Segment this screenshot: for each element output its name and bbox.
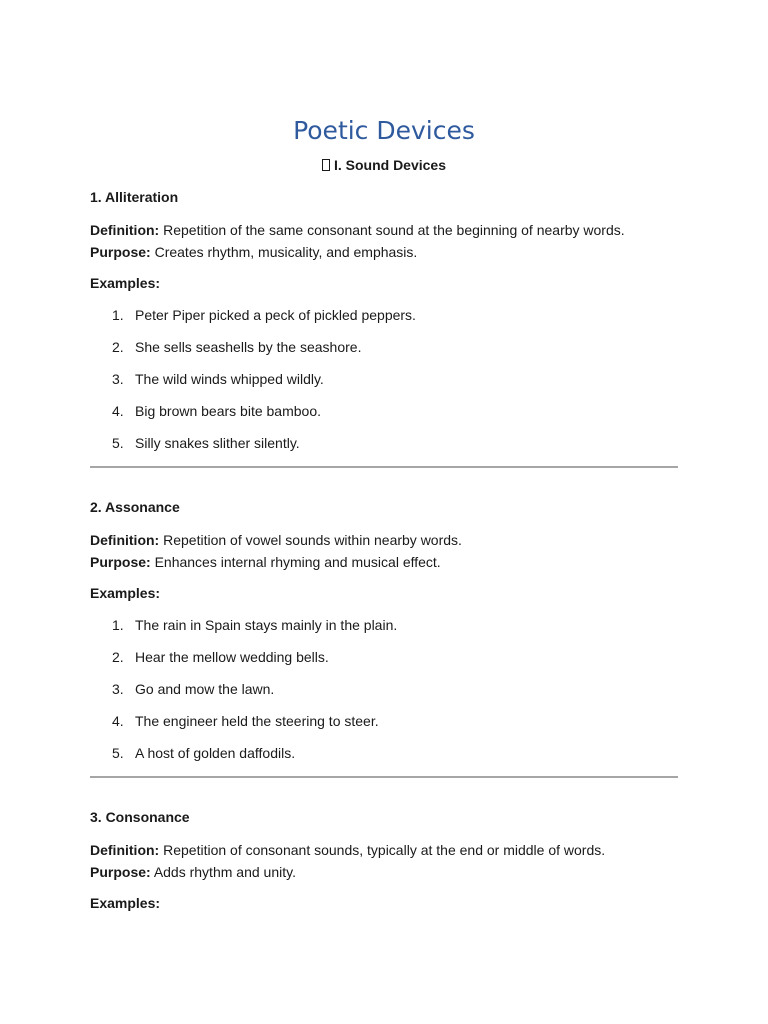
list-item-text: Hear the mellow wedding bells.: [135, 649, 329, 665]
list-item-text: She sells seashells by the seashore.: [135, 339, 362, 355]
purpose-text: Adds rhythm and unity.: [153, 864, 296, 880]
device-consonance: [90, 807, 680, 913]
list-number: 3.: [112, 371, 124, 387]
list-item: [90, 305, 680, 337]
definition-label: Definition:: [90, 842, 160, 858]
purpose-line: [90, 241, 680, 263]
definition-text: Repetition of the same consonant sound at the beginning of nearby words.: [163, 222, 625, 238]
list-number: 4.: [112, 713, 124, 729]
purpose-text: Creates rhythm, musicality, and emphasis.: [154, 244, 418, 260]
definition-line: [90, 219, 680, 241]
list-item: [90, 743, 680, 775]
list-number: 4.: [112, 403, 124, 419]
section-divider: [90, 776, 678, 778]
list-item: [90, 369, 680, 401]
list-item-text: Big brown bears bite bamboo.: [135, 403, 321, 419]
section-heading: [0, 155, 768, 175]
examples-label: Examples:: [90, 275, 161, 291]
example-list: [90, 615, 680, 775]
list-item: [90, 433, 680, 465]
examples-label: Examples:: [90, 895, 161, 911]
list-item-text: The rain in Spain stays mainly in the plain.: [135, 617, 398, 633]
list-number: 2.: [112, 649, 124, 665]
list-number: 3.: [112, 681, 124, 697]
purpose-line: [90, 551, 680, 573]
list-item-text: Go and mow the lawn.: [135, 681, 275, 697]
list-item-text: Silly snakes slither silently.: [135, 435, 300, 451]
list-item: [90, 647, 680, 679]
list-item: [90, 711, 680, 743]
definition-block: [90, 839, 680, 883]
list-item: [90, 615, 680, 647]
definition-block: [90, 529, 680, 573]
definition-label: Definition:: [90, 222, 160, 238]
definition-text: Repetition of consonant sounds, typically at the end or middle of words.: [163, 842, 606, 858]
list-item: [90, 401, 680, 433]
definition-label: Definition:: [90, 532, 160, 548]
example-list: [90, 305, 680, 465]
examples-label: Examples:: [90, 585, 161, 601]
list-item-text: Peter Piper picked a peck of pickled peppers.: [135, 307, 416, 323]
list-number: 2.: [112, 339, 124, 355]
list-item: [90, 337, 680, 369]
list-item-text: A host of golden daffodils.: [135, 745, 296, 761]
purpose-text: Enhances internal rhyming and musical effect.: [154, 554, 441, 570]
missing-glyph-icon: [322, 159, 330, 171]
purpose-line: [90, 861, 680, 883]
purpose-label: Purpose:: [90, 244, 151, 260]
list-item-text: The engineer held the steering to steer.: [135, 713, 379, 729]
device-title: 3. Consonance: [90, 809, 190, 825]
list-number: 5.: [112, 435, 124, 451]
section-divider: [90, 466, 678, 468]
list-number: 1.: [112, 307, 124, 323]
page-title: Poetic Devices: [293, 116, 475, 145]
device-assonance: [90, 497, 680, 775]
definition-line: [90, 839, 680, 861]
list-number: 1.: [112, 617, 124, 633]
definition-block: [90, 219, 680, 263]
definition-line: [90, 529, 680, 551]
list-number: 5.: [112, 745, 124, 761]
section-heading-text: I. Sound Devices: [333, 157, 447, 173]
definition-text: Repetition of vowel sounds within nearby words.: [163, 532, 462, 548]
purpose-label: Purpose:: [90, 864, 151, 880]
device-title: 1. Alliteration: [90, 189, 179, 205]
device-title: 2. Assonance: [90, 499, 180, 515]
purpose-label: Purpose:: [90, 554, 151, 570]
list-item-text: The wild winds whipped wildly.: [135, 371, 324, 387]
device-alliteration: [90, 187, 680, 465]
list-item: [90, 679, 680, 711]
